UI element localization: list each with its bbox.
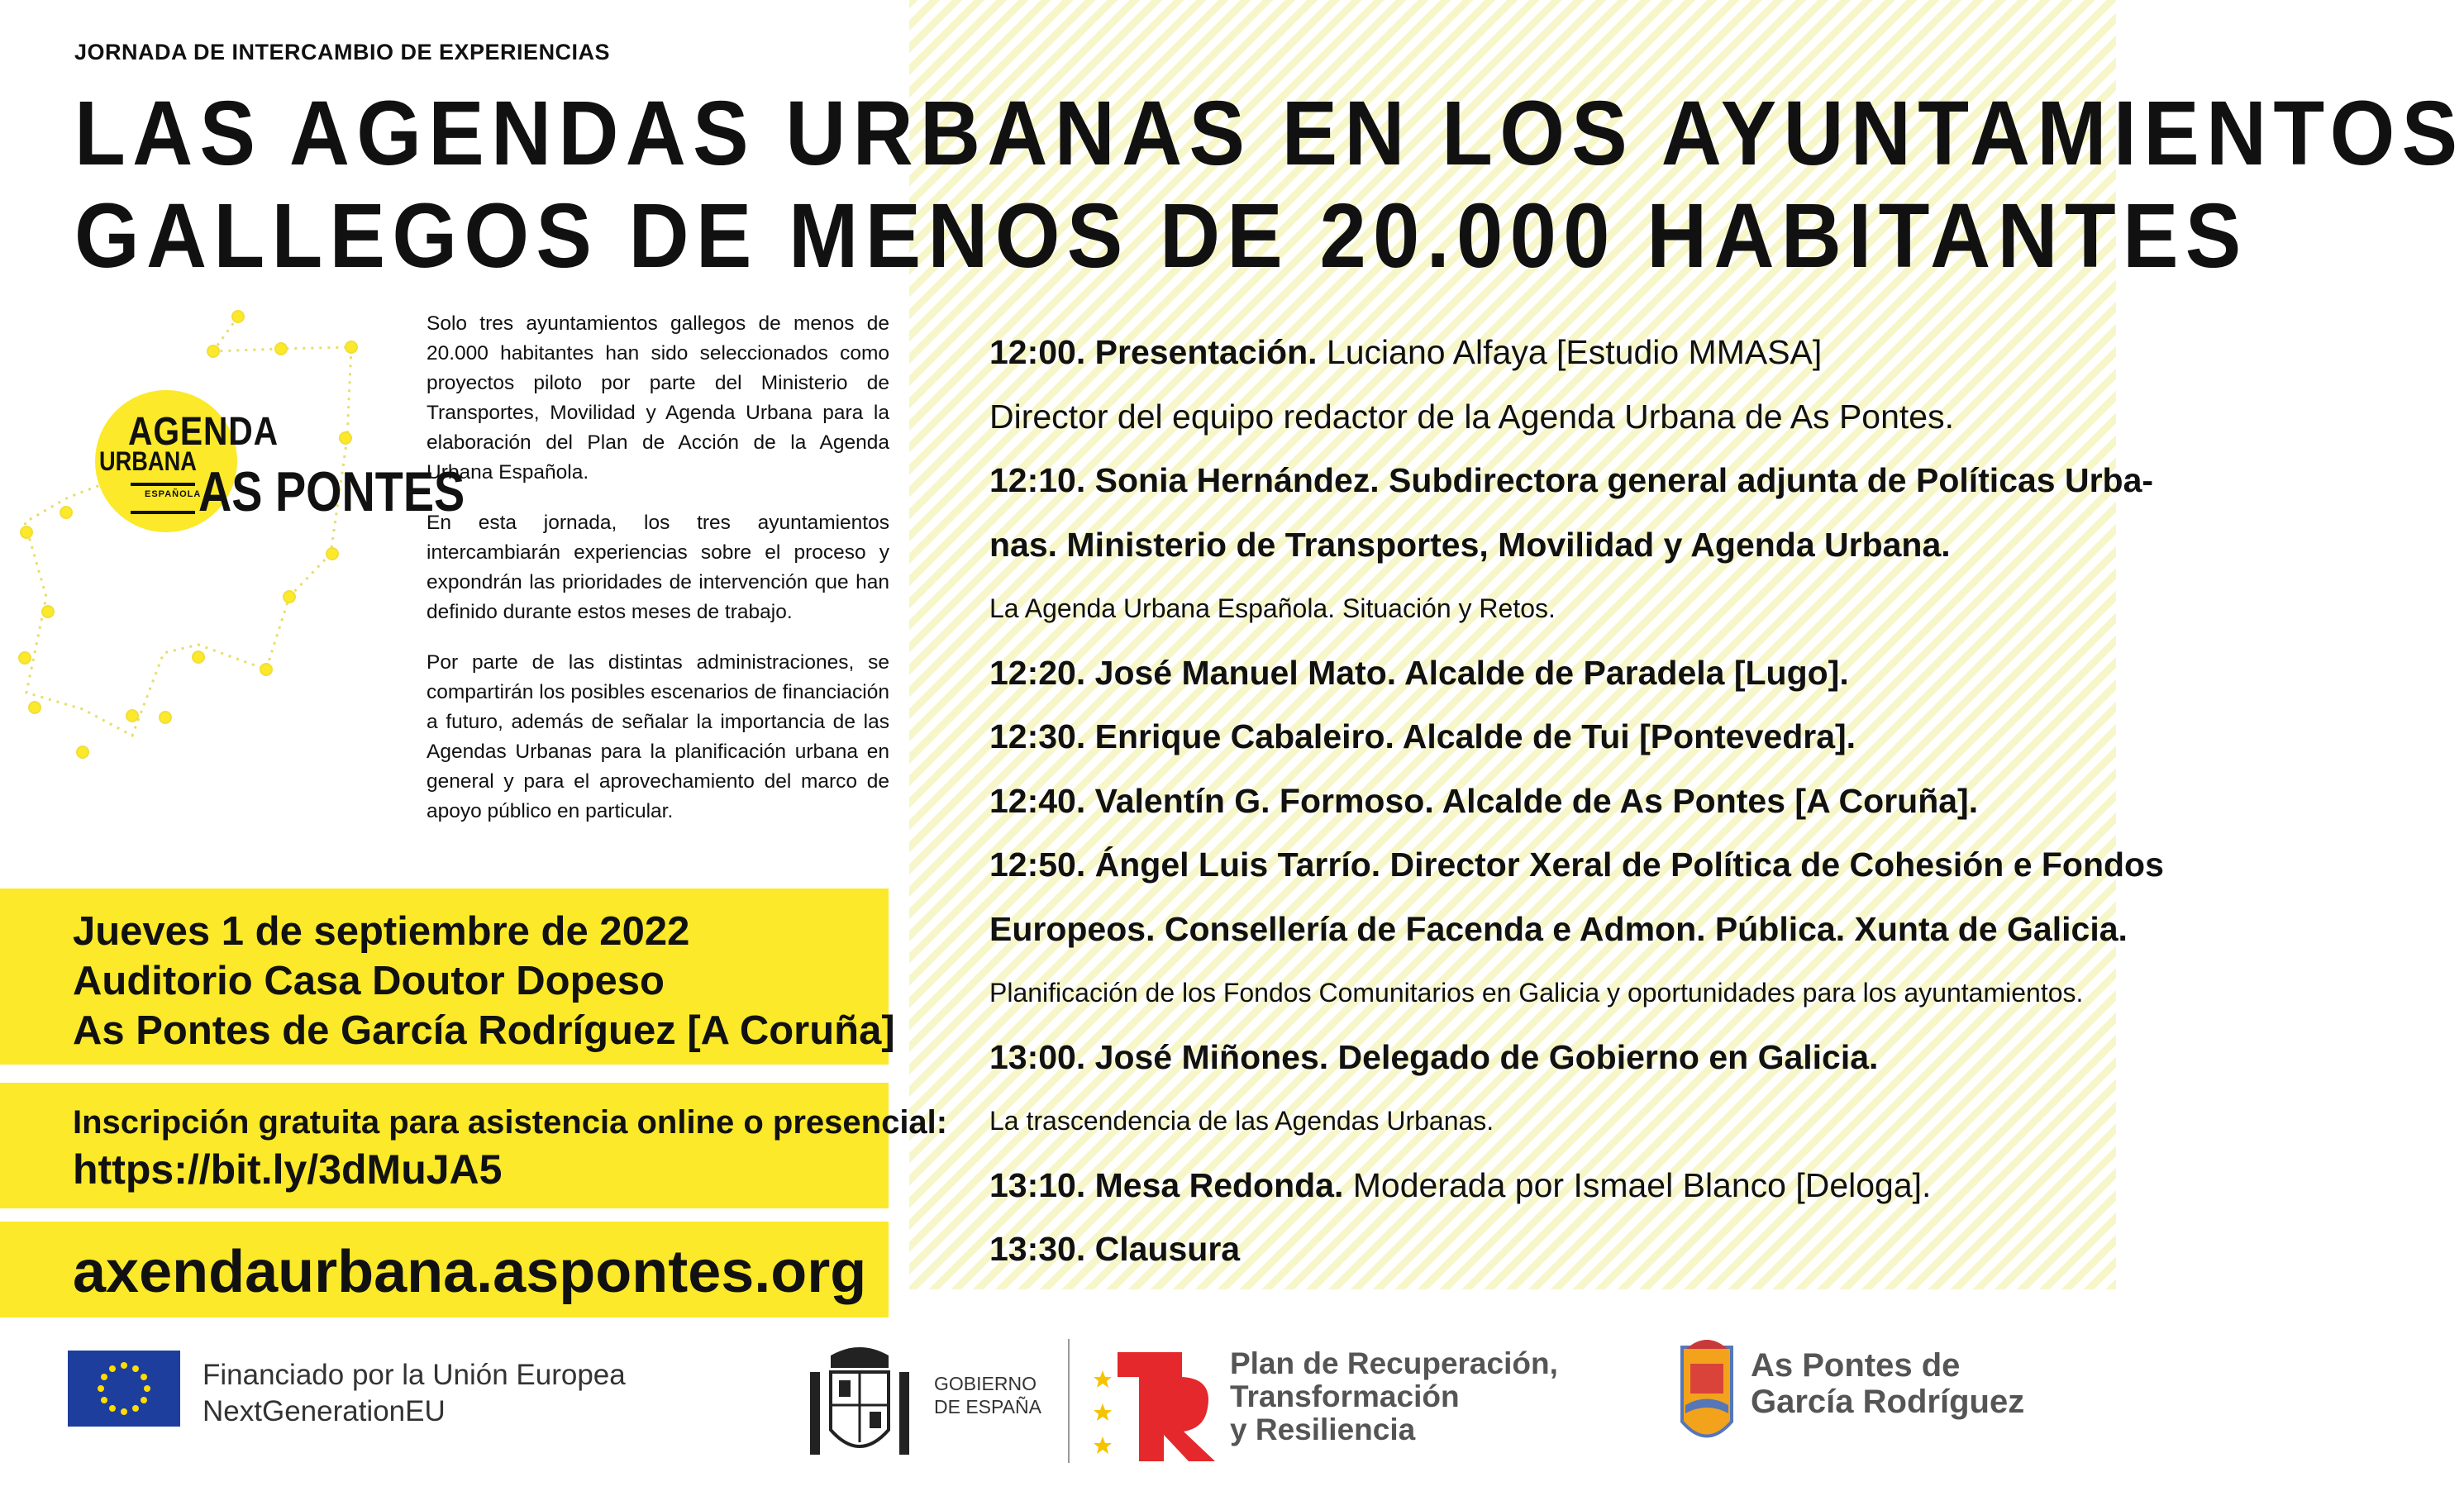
schedule-speaker-bold: 12:40. Valentín G. Formoso. Alcalde de As Pontes [A Coruña]. — [989, 781, 1979, 820]
logo-agenda-text: AGENDA — [128, 410, 279, 454]
plan-line-3: y Resiliencia — [1230, 1413, 1416, 1446]
schedule-speaker-bold: Europeos. Consellería de Facenda e Admon. Pública. Xunta de Galicia. — [989, 909, 2128, 948]
recovery-plan-tr-logo-icon — [1091, 1346, 1223, 1470]
eu-line-2: NextGenerationEU — [203, 1395, 446, 1427]
schedule-speaker-bold: nas. Ministerio de Transportes, Movilidad y Agenda Urbana. — [989, 525, 1951, 564]
schedule-speaker-bold: 12:20. José Manuel Mato. Alcalde de Paradela [Lugo]. — [989, 653, 1849, 692]
website-link[interactable]: axendaurbana.aspontes.org — [73, 1239, 867, 1305]
schedule-topic: Planificación de los Fondos Comunitarios en Galicia y oportunidades para los ayuntamientos. — [989, 978, 2084, 1008]
logo-as-pontes-text: AS PONTES — [198, 460, 465, 523]
schedule-speaker: Luciano Alfaya [Estudio MMASA] — [1317, 333, 1823, 371]
plan-line-1: Plan de Recuperación, — [1230, 1346, 1558, 1380]
schedule-speaker-bold: 13:00. José Miñones. Delegado de Gobierno en Galicia. — [989, 1037, 1879, 1076]
sponsors-footer — [0, 1322, 2116, 1496]
schedule-item — [989, 833, 2164, 898]
registration-label: Inscripción gratuita para asistencia online o presencial: — [73, 1104, 948, 1141]
plan-line-2: Transformación — [1230, 1379, 1460, 1413]
gobierno-espana-text — [934, 1372, 1041, 1418]
schedule-item: Director del equipo redactor de la Agenda Urbana de As Pontes. — [989, 397, 1954, 436]
recovery-plan-text — [1230, 1347, 1558, 1446]
schedule-topic: La trascendencia de las Agendas Urbanas. — [989, 1106, 1494, 1136]
page-title — [74, 83, 2464, 288]
eu-funding-text — [203, 1357, 626, 1430]
schedule-time-title: 13:10. Mesa Redonda. — [989, 1165, 1344, 1204]
schedule-speaker-bold: 12:10. Sonia Hernández. Subdirectora general adjunta de Políticas Urba- — [989, 461, 2154, 499]
title-line-2: GALLEGOS DE MENOS DE 20.000 HABITANTES — [74, 185, 2248, 287]
schedule-item — [989, 1026, 2089, 1090]
website-block — [0, 1222, 889, 1317]
spain-coat-of-arms-icon — [802, 1339, 917, 1471]
registration-link[interactable]: https://bit.ly/3dMuJA5 — [73, 1146, 503, 1193]
schedule-item — [989, 641, 2089, 706]
eyebrow: JORNADA DE INTERCAMBIO DE EXPERIENCIAS — [74, 40, 611, 64]
logo-urbana-text: URBANA — [99, 446, 197, 476]
event-city: As Pontes de García Rodríguez [A Coruña] — [73, 1008, 895, 1053]
divider — [1068, 1339, 1070, 1463]
schedule-item — [989, 769, 2089, 834]
event-date: Jueves 1 de septiembre de 2022 — [73, 909, 690, 954]
intro-paragraph-1: Solo tres ayuntamientos gallegos de menos de 20.000 habitantes han sido seleccionados como proyectos piloto por parte del Ministerio de Transportes, Movilidad y Agenda Urbana para la elaboración del Plan de Acción de la Agenda Urbana Española. — [427, 312, 889, 484]
dotted-outline-graphic — [17, 306, 413, 769]
ap-line-1: As Pontes de — [1751, 1347, 1961, 1384]
eu-flag-icon — [68, 1351, 180, 1427]
eu-line-1: Financiado por la Unión Europea — [203, 1359, 626, 1391]
agenda-urbana-logo — [17, 306, 465, 769]
schedule-speaker: Moderada por Ismael Blanco [Deloga]. — [1343, 1165, 1932, 1204]
ap-line-2: García Rodríguez — [1751, 1384, 2025, 1420]
event-details — [73, 907, 895, 1055]
title-line-1: LAS AGENDAS URBANAS EN LOS AYUNTAMIENTOS — [74, 83, 2464, 184]
schedule-speaker-bold: 12:30. Enrique Cabaleiro. Alcalde de Tui [Pontevedra]. — [989, 717, 1856, 755]
gob-line-1: GOBIERNO — [934, 1373, 1037, 1394]
schedule-item — [989, 1154, 2089, 1218]
schedule-item — [989, 898, 2128, 962]
intro-paragraph-3: Por parte de las distintas administraciones, se compartirán los posibles escenarios de financiación a futuro, además de señalar la importancia de las Agendas Urbanas para la planificación urbana en general y para el aprovechamiento del marco de apoyo público en particular. — [427, 651, 889, 822]
schedule-item — [989, 513, 2089, 578]
event-venue: Auditorio Casa Doutor Dopeso — [73, 959, 665, 1003]
as-pontes-shield-icon — [1674, 1331, 1740, 1455]
gob-line-2: DE ESPAÑA — [934, 1396, 1041, 1417]
schedule-item — [989, 1217, 2089, 1282]
schedule-time-title: 12:00. Presentación. — [989, 333, 1318, 371]
as-pontes-municipality-text — [1751, 1347, 2024, 1420]
schedule-item — [989, 321, 2089, 385]
registration-block — [0, 1083, 948, 1208]
event-details-block — [0, 889, 895, 1065]
intro-text — [427, 309, 889, 847]
schedule-speaker-bold: 13:30. Clausura — [989, 1230, 1241, 1268]
logo-espanola-text: ESPAÑOLA — [145, 489, 202, 499]
schedule-item — [989, 705, 2089, 769]
intro-paragraph-2: En esta jornada, los tres ayuntamientos intercambiarán experiencias sobre el proceso y expondrán las prioridades de intervención que han definido durante estos meses de trabajo. — [427, 512, 889, 623]
schedule-item — [989, 449, 2154, 513]
schedule — [989, 321, 2164, 1282]
schedule-speaker-bold: 12:50. Ángel Luis Tarrío. Director Xeral de Política de Cohesión e Fondos — [989, 846, 2164, 884]
schedule-topic: La Agenda Urbana Española. Situación y Retos. — [989, 593, 1556, 623]
